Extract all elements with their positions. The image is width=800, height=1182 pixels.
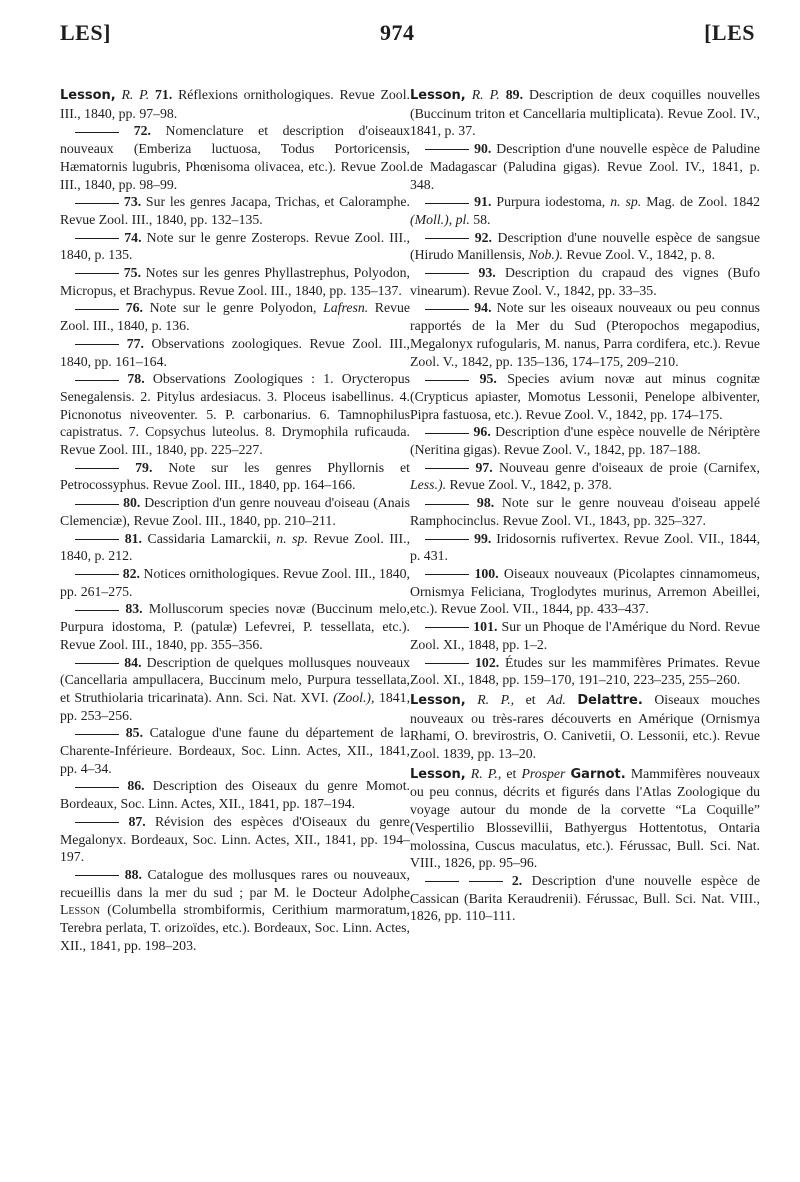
entry-dash: [75, 504, 119, 505]
entry-number: 87.: [128, 813, 146, 829]
author-name: Lesson,: [60, 88, 116, 103]
left-column: [60, 84, 410, 954]
entry-dash: [425, 238, 469, 239]
author-initials: R. P.: [471, 87, 500, 102]
entry-number: 88.: [124, 866, 142, 882]
entry-dash: [75, 380, 119, 381]
entry-text: Description du crapaud des vignes (Bufo vinearum). Revue Zool. V., 1842, pp. 33–35.: [410, 265, 760, 298]
entry-number: 90.: [474, 141, 492, 157]
entry-number: 73.: [123, 194, 142, 210]
entry-number: 102.: [475, 654, 500, 670]
bib-entry: [60, 193, 410, 228]
bib-entry: [60, 122, 410, 193]
entry-text: Observations Zoologiques : 1. Orycteropus Senegalensis. 2. Pitylus ardesiacus. 3. Ploceus isabellinus. 4. Picnonotus niveoventer. 5. P. carbonarius. 6. Tamnophilus capistratus. 7. Copsychus luteolus. 8. Drymophila ruficauda. Revue Zool. III., 1840, pp. 225–227.: [60, 371, 410, 458]
bib-entry: [410, 494, 760, 529]
entry-dash: [425, 663, 469, 664]
entry-number: 81.: [124, 530, 142, 546]
entry-number: 93.: [478, 265, 496, 281]
bib-entry: [60, 370, 410, 459]
entry-dash: [425, 149, 469, 150]
entry-text: (Columbella strombiformis, Cerithium marmoratum, Terebra perlata, T. orizoïdes, etc.). Bordeaux, Soc. Linn. Actes, XII., 1841, pp. 198–203.: [60, 902, 410, 953]
entry-dash: [425, 574, 469, 575]
entry-dash: [425, 881, 459, 882]
entry-text: Notices ornithologiques. Revue Zool. III., 1840, pp. 261–275.: [60, 565, 410, 599]
bib-entry: [60, 813, 410, 866]
bib-entry: [60, 459, 410, 494]
bib-entry: [410, 86, 760, 140]
entry-dash: [75, 468, 119, 469]
bib-entry: [60, 654, 410, 725]
entry-text: Notes sur les genres Phyllastrephus, Polyodon, Micropus, et Brachypus. Revue Zool. III., 1840, pp. 135–137.: [60, 265, 410, 298]
entry-text: Description de quelques mollusques nouveaux (Cancellaria ampullacera, Buccinum melo, Purpura tessellata, et Struthiolaria tricarinata). Ann. Sci. Nat. XVI.: [60, 654, 410, 705]
entry-number: 72.: [133, 123, 151, 139]
bib-entry: [60, 530, 410, 565]
bib-entry: [410, 370, 760, 423]
entry-text: Catalogue des mollusques rares ou nouveaux, recueillis dans la mer du sud ; par M. le Docteur Adolphe: [60, 866, 410, 900]
entry-dash: [469, 881, 503, 882]
author-name: Lesson,: [410, 766, 466, 782]
header-right: [LES: [704, 20, 755, 45]
entry-italic: (Zool.),: [333, 689, 375, 705]
entry-dash: [425, 627, 469, 628]
entry-dash: [75, 238, 119, 239]
entry-dash: [425, 433, 469, 434]
entry-text: Description d'une nouvelle espèce de sangsue (Hirudo Manillensis,: [410, 229, 760, 263]
bib-entry: [60, 565, 410, 600]
entry-dash: [425, 539, 469, 540]
bib-entry: [410, 193, 760, 228]
coauthor-name: Delattre.: [577, 692, 643, 708]
entry-number: 100.: [474, 565, 499, 581]
entry-italic: Lafresn.: [323, 300, 369, 316]
entry-number: 95.: [479, 371, 497, 387]
entry-text: Sur un Phoque de l'Amérique du Nord. Revue Zool. XI., 1848, pp. 1–2.: [410, 619, 760, 652]
entry-number: 77.: [126, 335, 144, 351]
entry-text: Description des Oiseaux du genre Momot. Bordeaux, Soc. Linn. Actes, XII., 1841, pp. 187–194.: [60, 778, 410, 812]
entry-number: 71.: [155, 87, 173, 102]
entry-number: 74.: [124, 229, 142, 245]
entry-number: 79.: [135, 459, 153, 475]
entry-text: Purpura iodestoma,: [496, 194, 606, 210]
entry-text: Observations zoologiques. Revue Zool. III., 1840, pp. 161–164.: [60, 335, 411, 369]
entry-text: Nomenclature et description d'oiseaux nouveaux (Emberiza luctuosa, Todus Portoricensis, Hæmatornis lugubris, Phœnisoma olivacea, etc.). Revue Zool. III., 1840, pp. 98–99.: [60, 123, 410, 192]
bib-entry: [410, 299, 760, 370]
entry-text: Note sur les genres Phyllornis et Petrocossyphus. Revue Zool. III., 1840, pp. 164–166.: [60, 459, 410, 493]
entry-number: 86.: [127, 778, 145, 794]
entry-text: Note sur le genre Zosterops. Revue Zool. III., 1840, p. 135.: [60, 229, 410, 263]
entry-text: Iridosornis rufivertex. Revue Zool. VII., 1844, p. 431.: [410, 530, 761, 564]
coauthor-initials: Prosper: [521, 765, 566, 781]
entry-number: 75.: [123, 265, 142, 281]
entry-text: Révision des espèces d'Oiseaux du genre Megalonyx. Bordeaux, Soc. Linn. Actes, XII., 1841, pp. 194–197.: [60, 813, 410, 865]
entry-number: 82.: [122, 565, 140, 581]
entry-text: Oiseaux nouveaux (Picolaptes cinnamomeus, Ornismya Feliciana, Troglodytes murinus, Arremon Abeillei, etc.). Revue Zool. VII., 1844, pp. 433–437.: [410, 565, 761, 617]
bib-entry: [410, 530, 760, 565]
author-name: Lesson,: [410, 88, 466, 103]
entry-text: Description d'un genre nouveau d'oiseau (Anais Clemenciæ), Revue Zool. III., 1840, pp. 210–211.: [60, 495, 410, 528]
entry-dash: [75, 822, 119, 823]
entry-text: Species avium novæ aut minus cognitæ (Crypticus apiaster, Momotus Lessonii, Penelope albiventer, Pipra fastuosa, etc.). Revue Zool. V., 1842, pp. 174–175.: [410, 371, 761, 422]
entry-text: Note sur les oiseaux nouveaux ou peu connus rapportés de la Mer du Sud (Pteropochos megapodius, Megalonyx rufogularis, M. nanus, Parra cordifera, etc.). Revue Zool. V., 1842, pp. 135–136, 174–175, 209–210.: [410, 300, 760, 369]
author-conjunction: et: [506, 765, 517, 781]
bib-entry: [410, 872, 760, 925]
entry-italic: n. sp.: [610, 194, 642, 210]
entry-text: Mammifères nouveaux ou peu connus, décrits et figurés dans l'Atlas Zoologique du voyage autour du monde de la corvette “La Coquille” (Vespertilio Blossevillii, Bathyergus Hottentotus, Ontaria molossina, Cuscus maculatus, etc.). Férussac, Bull. Sci. Nat. VIII., 1826, pp. 95–96.: [410, 765, 761, 871]
entry-text: Note sur le genre Polyodon,: [149, 300, 317, 316]
bib-entry: [410, 423, 760, 458]
right-column: [410, 84, 760, 925]
bib-entry: [60, 264, 410, 299]
entry-text: Description d'une nouvelle espèce de Paludine de Madagascar (Paludina gigas). Revue Zool. IV., 1841, p. 348.: [410, 141, 760, 192]
bib-entry: [60, 299, 410, 334]
entry-number: 94.: [474, 300, 492, 316]
entry-number: 2.: [511, 872, 523, 888]
bib-entry: [60, 229, 410, 264]
bib-entry: [410, 765, 760, 872]
entry-text: Mag. de Zool. 1842: [646, 194, 761, 210]
entry-number: 84.: [124, 654, 142, 670]
entry-small-caps: Lesson: [60, 902, 101, 918]
entry-text: Revue Zool. III., 1840, p. 212.: [60, 530, 411, 564]
page-number: 974: [380, 20, 415, 45]
entry-text: Réflexions ornithologiques. Revue Zool. III., 1840, pp. 97–98.: [60, 87, 410, 121]
entry-dash: [75, 574, 119, 575]
entry-italic: (Moll.), pl.: [410, 211, 470, 227]
entry-dash: [75, 787, 119, 788]
entry-text: Cassidaria Lamarckii,: [147, 530, 271, 546]
bib-entry: [410, 691, 760, 763]
running-header: [0, 20, 800, 52]
bib-entry: [410, 654, 760, 689]
author-initials: R. P.: [121, 87, 150, 102]
entry-dash: [75, 610, 119, 611]
entry-dash: [425, 380, 469, 381]
entry-number: 85.: [125, 725, 144, 741]
entry-dash: [75, 344, 119, 345]
entry-number: 101.: [473, 619, 498, 635]
entry-dash: [75, 203, 119, 204]
bib-entry: [60, 86, 410, 122]
entry-number: 92.: [474, 229, 492, 245]
entry-dash: [75, 132, 119, 133]
entry-italic: Less.).: [410, 477, 447, 493]
entry-number: 96.: [473, 424, 491, 440]
entry-number: 80.: [123, 495, 141, 511]
entry-text: Oiseaux mouches nouveaux ou très-rares découverts en Amérique (Ornismya Rhami, O. brevirostris, O. Canivetii, O. Lessonii, etc.). Revue Zool. 1839, pp. 13–20.: [410, 691, 761, 762]
entry-dash: [425, 504, 469, 505]
entry-dash: [75, 309, 119, 310]
bib-entry: [60, 866, 410, 955]
entry-dash: [75, 734, 119, 735]
entry-number: 99.: [474, 530, 492, 546]
entry-dash: [75, 875, 119, 876]
entry-text: Description de deux coquilles nouvelles (Buccinum triton et Cancellaria multiplicata). Revue Zool. IV., 1841, p. 37.: [410, 87, 761, 139]
entry-number: 89.: [505, 87, 524, 102]
bib-entry: [410, 229, 760, 264]
entry-text: Revue Zool. V., 1842, p. 378.: [449, 477, 612, 493]
entry-dash: [75, 273, 119, 274]
coauthor-name: Garnot.: [570, 766, 626, 782]
entry-dash: [75, 539, 119, 540]
bib-entry: [60, 494, 410, 529]
entry-number: 97.: [475, 459, 493, 475]
bib-entry: [60, 335, 410, 370]
bib-entry: [410, 618, 760, 653]
entry-number: 98.: [476, 495, 495, 511]
entry-text: 58.: [473, 211, 491, 227]
entry-number: 83.: [125, 601, 143, 617]
bib-entry: [410, 565, 760, 618]
author-name: Lesson,: [410, 692, 466, 708]
entry-text: Molluscorum species novæ (Buccinum melo, Purpura idostoma, P. (patulæ) Lefevrei, P. tessellata, etc.). Revue Zool. III., 1840, pp. 355–356.: [60, 601, 411, 652]
header-left: LES]: [60, 20, 111, 45]
coauthor-initials: Ad.: [547, 691, 566, 707]
entry-dash: [75, 663, 119, 664]
entry-text: Catalogue d'une faune du département de la Charente-Inférieure. Bordeaux, Soc. Linn. Actes, XII., 1841, pp. 4–34.: [60, 725, 410, 776]
entry-text: Sur les genres Jacapa, Trichas, et Caloramphe. Revue Zool. III., 1840, pp. 132–135.: [60, 194, 411, 227]
entry-text: Revue Zool. III., 1840, p. 136.: [60, 300, 411, 334]
bib-entry: [410, 459, 760, 494]
entry-dash: [425, 203, 469, 204]
bib-entry: [60, 600, 410, 653]
author-initials: R. P.,: [477, 691, 515, 707]
entry-number: 91.: [474, 194, 492, 210]
entry-text: Études sur les mammifères Primates. Revue Zool. XI., 1848, pp. 159–170, 191–210, 223–235, 255–260.: [410, 654, 760, 688]
entry-dash: [425, 273, 469, 274]
author-initials: R. P.,: [470, 765, 502, 781]
entry-text: Revue Zool. V., 1842, p. 8.: [566, 247, 715, 263]
entry-text: Description d'une espèce nouvelle de Nériptère (Neritina gigas). Revue Zool. V., 1842, pp. 187–188.: [410, 424, 760, 458]
author-conjunction: et: [525, 691, 536, 707]
entry-italic: Nob.).: [528, 247, 563, 263]
bib-entry: [60, 724, 410, 777]
entry-number: 78.: [127, 371, 145, 387]
entry-text: 1841, pp. 253–256.: [60, 689, 411, 723]
entry-text: Nouveau genre d'oiseaux de proie (Carnifex,: [498, 459, 761, 475]
bib-entry: [410, 140, 760, 193]
entry-text: Description d'une nouvelle espèce de Cassican (Barita Keraudrenii). Férussac, Bull. Sci. Nat. VIII., 1826, pp. 110–111.: [410, 872, 760, 924]
entry-dash: [425, 309, 469, 310]
entry-italic: n. sp.: [276, 530, 308, 546]
entry-dash: [425, 468, 469, 469]
entry-number: 76.: [125, 300, 143, 316]
entry-text: Note sur le genre nouveau d'oiseau appelé Ramphocinclus. Revue Zool. VI., 1843, pp. 325–327.: [410, 495, 761, 528]
bib-entry: [410, 264, 760, 299]
bib-entry: [60, 777, 410, 812]
